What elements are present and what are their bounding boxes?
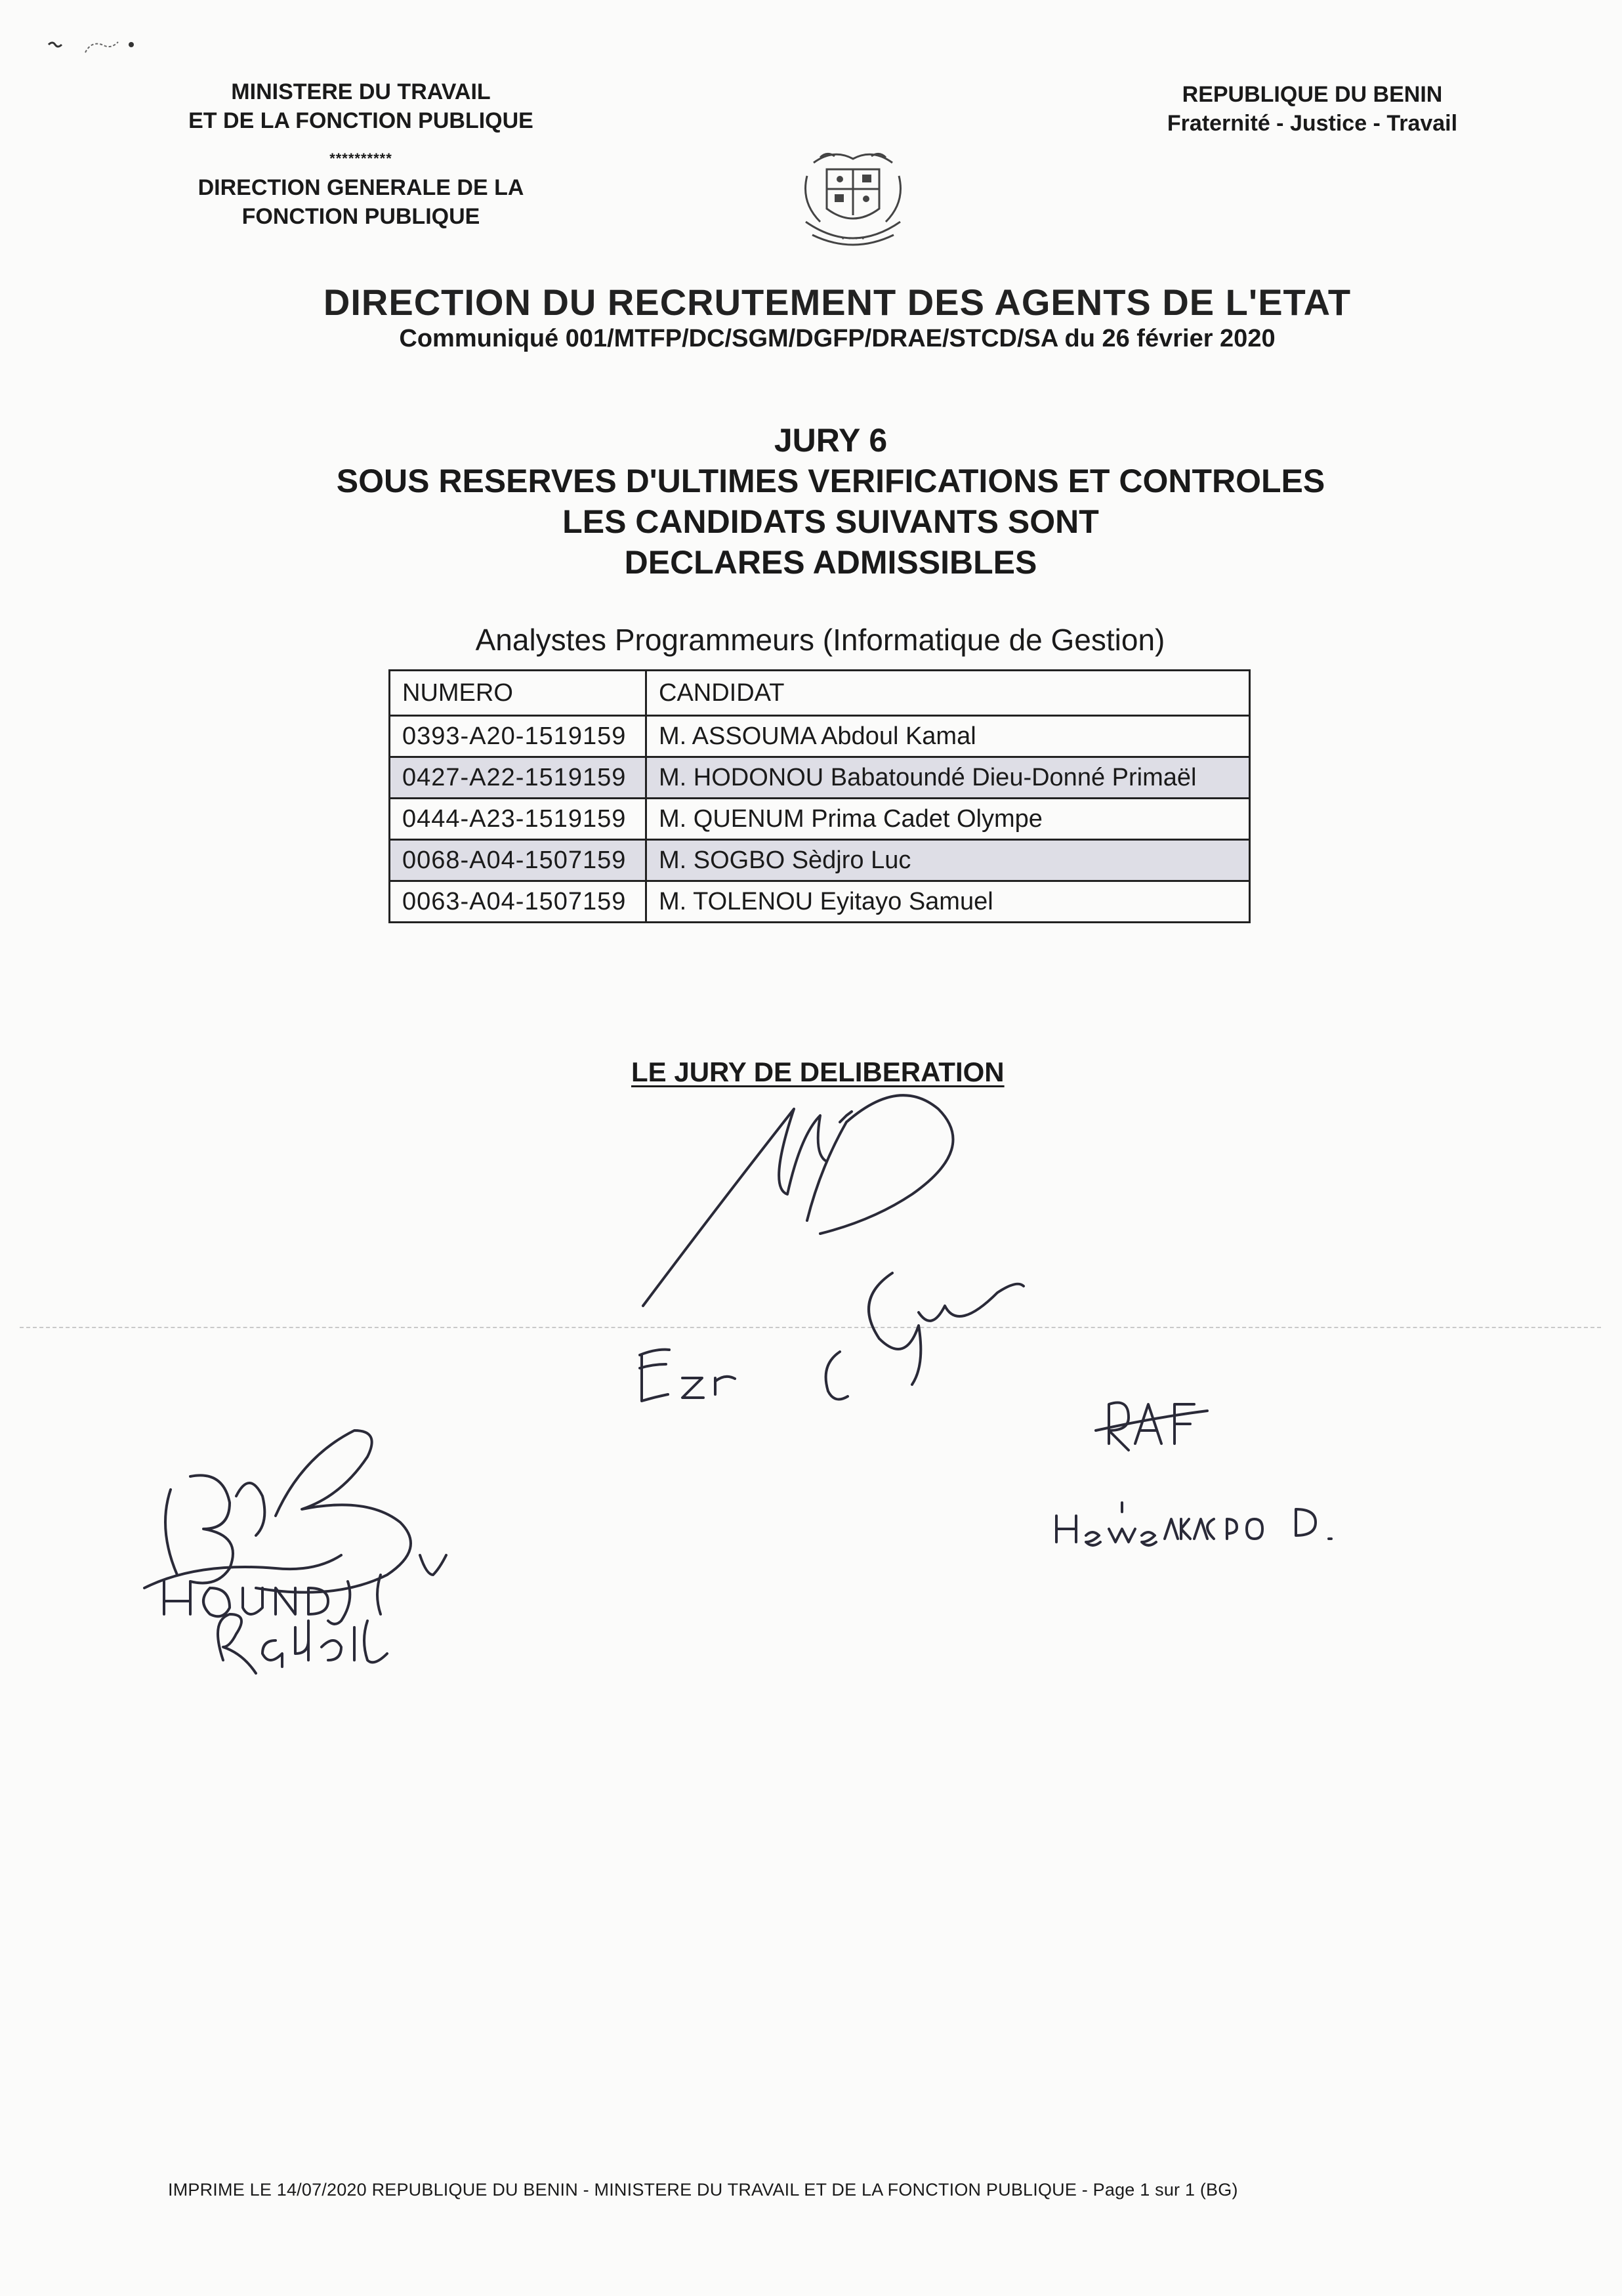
signature-4 [1056,1403,1331,1546]
cell-candidat: M. SOGBO Sèdjro Luc [646,840,1250,881]
communique-reference: Communiqué 001/MTFP/DC/SGM/DGFP/DRAE/STCD/SA du 26 février 2020 [399,325,1276,352]
column-header-numero: NUMERO [390,671,646,716]
republic-motto: Fraternité - Justice - Travail [1167,111,1458,136]
svg-text:· · · ·: · · · · [841,234,865,244]
cell-candidat: M. QUENUM Prima Cadet Olympe [646,799,1250,840]
ministry-line-4: FONCTION PUBLIQUE [241,204,480,229]
jury-number: JURY 6 [774,422,888,459]
stars-separator: ********** [329,150,392,167]
print-footer: IMPRIME LE 14/07/2020 REPUBLIQUE DU BENIN - MINISTERE DU TRAVAIL ET DE LA FONCTION PUBLIQUE - Page 1 sur 1 (BG) [168,2180,1238,2200]
column-header-candidat: CANDIDAT [646,671,1250,716]
signature-2 [640,1273,1024,1401]
table-caption: Analystes Programmeurs (Informatique de Gestion) [475,623,1165,657]
jury-line-4: DECLARES ADMISSIBLES [624,544,1037,581]
cell-numero: 0444-A23-1519159 [390,799,646,840]
jury-signatures-title: LE JURY DE DELIBERATION [631,1056,1005,1087]
signature-3 [144,1430,446,1673]
cell-numero: 0068-A04-1507159 [390,840,646,881]
signature-1 [643,1095,953,1306]
cell-numero: 0393-A20-1519159 [390,716,646,757]
cell-candidat: M. TOLENOU Eyitayo Samuel [646,881,1250,923]
cell-numero: 0063-A04-1507159 [390,881,646,923]
jury-line-3: LES CANDIDATS SUIVANTS SONT [562,503,1099,540]
republic-name: REPUBLIQUE DU BENIN [1182,82,1443,107]
ministry-line-2: ET DE LA FONCTION PUBLIQUE [188,108,533,133]
cell-numero: 0427-A22-1519159 [390,757,646,799]
direction-title: DIRECTION DU RECRUTEMENT DES AGENTS DE L'ETAT [323,282,1352,323]
ministry-line-3: DIRECTION GENERALE DE LA [198,175,524,200]
jury-line-2: SOUS RESERVES D'ULTIMES VERIFICATIONS ET CONTROLES [336,463,1325,499]
ministry-line-1: MINISTERE DU TRAVAIL [231,79,491,104]
cell-candidat: M. HODONOU Babatoundé Dieu-Donné Primaël [646,757,1250,799]
cell-candidat: M. ASSOUMA Abdoul Kamal [646,716,1250,757]
